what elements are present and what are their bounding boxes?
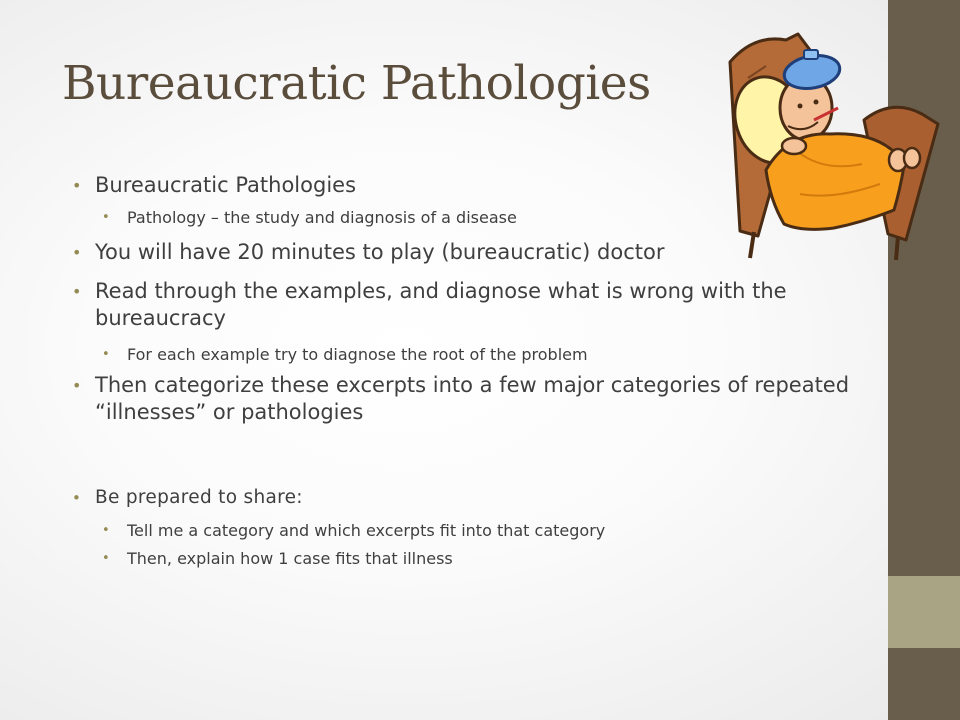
bullet-play-doctor: • You will have 20 minutes to play (bureaucratic) doctor [72, 239, 862, 266]
slide-title: Bureaucratic Pathologies [62, 56, 651, 111]
bullet-categorize-excerpts: • Then categorize these excerpts into a few major categories of repeated “illnesses” or pathologies [72, 372, 862, 426]
bullet-read-examples: • Read through the examples, and diagnose what is wrong with the bureaucracy [72, 278, 862, 332]
subbullet-tell-category: • Tell me a category and which excerpts fit into that category [72, 520, 862, 542]
subbullet-pathology-definition: • Pathology – the study and diagnosis of a disease [72, 207, 862, 229]
subbullet-diagnose-root: • For each example try to diagnose the root of the problem [72, 344, 862, 366]
side-bar-accent [888, 576, 960, 648]
bullet-bureaucratic-pathologies: • Bureaucratic Pathologies [72, 172, 862, 199]
slide-content [72, 172, 862, 570]
bullet-be-prepared: • Be prepared to share: [72, 486, 862, 510]
subbullet-explain-case: • Then, explain how 1 case fits that illness [72, 548, 862, 570]
